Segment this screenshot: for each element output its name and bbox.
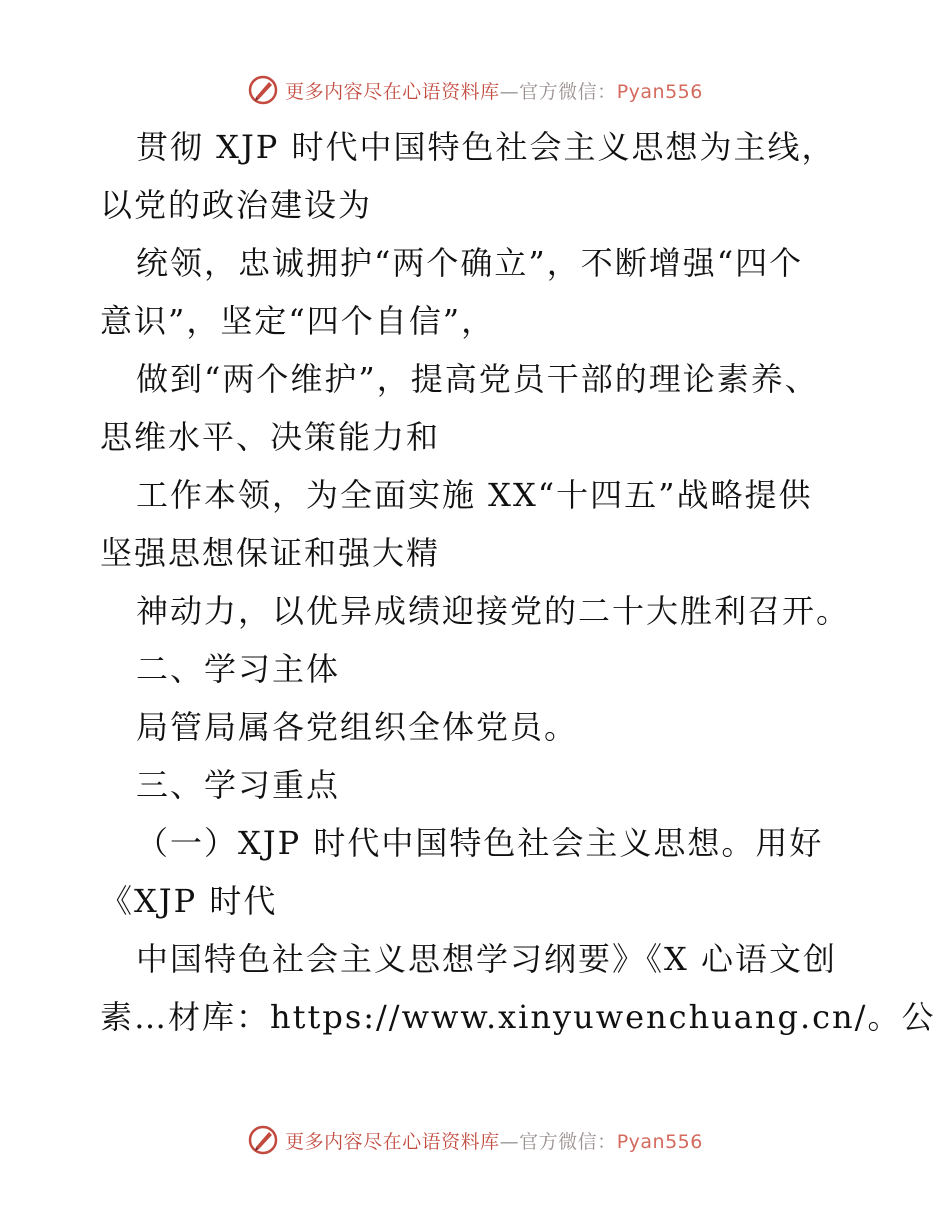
- watermark-main: 更多内容尽在心语资料库: [285, 1130, 500, 1153]
- doc-line: 思维水平、决策能力和: [100, 418, 441, 456]
- doc-line: 统领，忠诚拥护“两个确立”，不断增强“四个: [136, 244, 804, 282]
- section-heading: 三、学习重点: [136, 766, 341, 804]
- doc-line: 工作本领，为全面实施 XX“十四五”战略提供: [136, 476, 813, 514]
- pen-logo-icon: [247, 74, 279, 106]
- watermark-wechat-label: 官方微信：: [519, 80, 617, 103]
- watermark-main: 更多内容尽在心语资料库: [285, 80, 500, 103]
- pen-logo-icon: [247, 1124, 279, 1156]
- header-watermark: [0, 70, 950, 110]
- watermark-text: [285, 1127, 703, 1154]
- doc-line: 做到“两个维护”，提高党员干部的理论素养、: [136, 360, 819, 398]
- doc-line: 《XJP 时代: [100, 882, 278, 920]
- doc-line: 神动力，以优异成绩迎接党的二十大胜利召开。: [136, 592, 851, 630]
- doc-line: 意识”，坚定“四个自信”，: [100, 302, 496, 340]
- footer-watermark: [0, 1120, 950, 1160]
- watermark-wechat-id: Pyan556: [616, 1130, 703, 1153]
- doc-line: 素…材库：https://www.xinyuwenchuang.cn/。公: [100, 998, 936, 1036]
- watermark-text: [285, 77, 703, 104]
- doc-line: 局管局属各党组织全体党员。: [136, 708, 579, 746]
- doc-line: 贯彻 XJP 时代中国特色社会主义思想为主线，: [136, 128, 836, 166]
- watermark-dash: —: [499, 1130, 520, 1153]
- watermark-wechat-id: Pyan556: [616, 80, 703, 103]
- section-heading: 二、学习主体: [136, 650, 341, 688]
- doc-line: 坚强思想保证和强大精: [100, 534, 441, 572]
- watermark-dash: —: [499, 80, 520, 103]
- watermark-wechat-label: 官方微信：: [519, 1130, 617, 1153]
- document-body: [100, 118, 936, 1046]
- doc-line: （一）XJP 时代中国特色社会主义思想。用好: [136, 824, 824, 862]
- doc-line: 中国特色社会主义思想学习纲要》《X 心语文创: [136, 940, 837, 978]
- doc-line: 以党的政治建设为: [100, 186, 373, 224]
